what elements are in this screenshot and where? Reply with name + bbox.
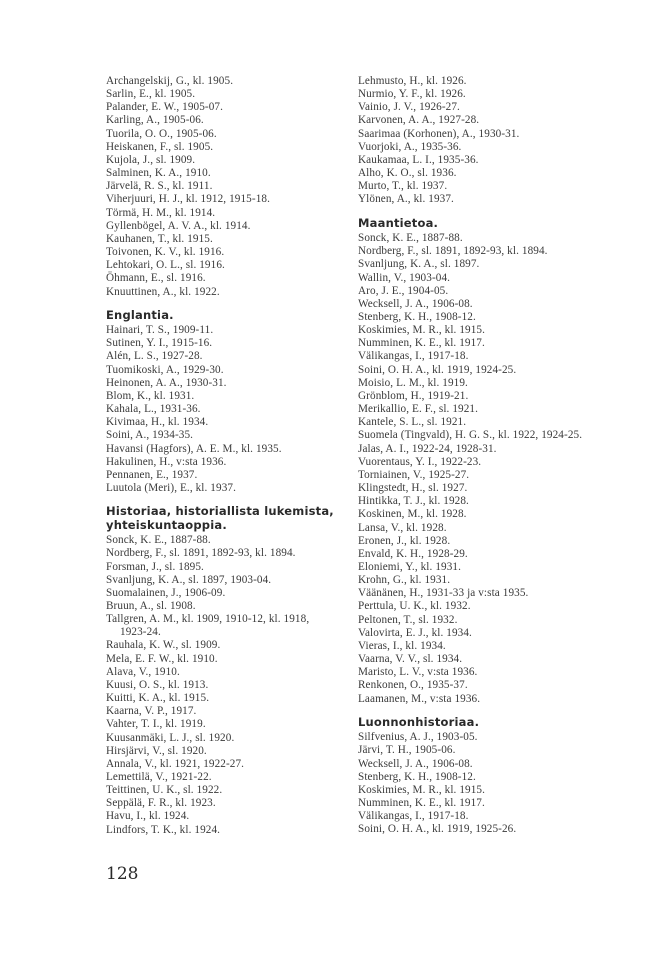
list-entry: Tallgren, A. M., kl. 1909, 1910-12, kl. 1918, <box>106 613 310 626</box>
list-entry: Vainio, J. V., 1926-27. <box>358 101 460 114</box>
list-entry: Koskimies, M. R., kl. 1915. <box>358 783 486 796</box>
list-entry: Seppälä, F. R., kl. 1923. <box>106 797 216 810</box>
list-entry: Valovirta, E. J., kl. 1934. <box>358 626 472 639</box>
list-entry: Väänänen, H., 1931-33 ja v:sta 1935. <box>358 587 529 600</box>
list-entry: Stenberg, K. H., 1908-12. <box>358 311 476 323</box>
list-entry: Tuomikoski, A., 1929-30. <box>106 363 224 376</box>
list-entry: Luutola (Meri), E., kl. 1937. <box>106 482 236 495</box>
list-entry: Vieras, I., kl. 1934. <box>358 639 446 652</box>
list-entry: Teittinen, U. K., sl. 1922. <box>106 784 223 797</box>
list-entry: Lehtokari, O. L., sl. 1916. <box>106 259 225 272</box>
list-entry: Svanljung, K. A., sl. 1897, 1903-04. <box>106 573 272 586</box>
list-entry: Palander, E. W., 1905-07. <box>106 101 224 114</box>
list-entry: Lehmusto, H., kl. 1926. <box>358 75 467 87</box>
list-entry: Hainari, T. S., 1909-11. <box>106 324 214 337</box>
list-entry: Kujola, J., sl. 1909. <box>106 153 196 166</box>
list-entry: Gyllenbögel, A. V. A., kl. 1914. <box>106 219 251 232</box>
list-entry: Kuusanmäki, L. J., sl. 1920. <box>106 731 235 744</box>
section-heading: Maantietoa. <box>358 215 439 230</box>
list-entry: Kuusi, O. S., kl. 1913. <box>106 678 209 691</box>
list-entry: Toivonen, K. V., kl. 1916. <box>106 246 225 259</box>
list-entry: Havu, I., kl. 1924. <box>106 810 190 823</box>
list-entry: Klingstedt, H., sl. 1927. <box>358 482 468 495</box>
list-entry: Hirsjärvi, V., sl. 1920. <box>106 744 207 757</box>
list-entry: Kauhanen, T., kl. 1915. <box>106 232 213 245</box>
list-entry: Hakulinen, H., v:sta 1936. <box>106 455 227 468</box>
list-entry: Vaarna, V. V., sl. 1934. <box>358 653 463 666</box>
list-entry: Sonck, K. E., 1887-88. <box>358 232 463 245</box>
list-entry: Ylönen, A., kl. 1937. <box>358 193 454 206</box>
list-entry: Forsman, J., sl. 1895. <box>106 560 204 573</box>
list-entry: Wecksell, J. A., 1906-08. <box>358 297 473 310</box>
section-heading: Luonnonhistoriaa. <box>358 714 480 729</box>
list-entry: Wallin, V., 1903-04. <box>358 271 451 284</box>
list-entry: Rauhala, K. W., sl. 1909. <box>106 639 221 652</box>
list-entry: Lansa, V., kl. 1928. <box>358 521 447 534</box>
list-entry: Jalas, A. I., 1922-24, 1928-31. <box>358 442 497 455</box>
list-entry: Heiskanen, F., sl. 1905. <box>106 140 214 153</box>
list-entry: Sonck, K. E., 1887-88. <box>106 534 211 547</box>
list-entry: Silfvenius, A. J., 1903-05. <box>358 731 478 744</box>
section-heading: Englantia. <box>106 307 174 322</box>
list-entry: Kantele, S. L., sl. 1921. <box>358 416 467 429</box>
right-column <box>358 75 608 836</box>
list-entry: Nurmio, Y. F., kl. 1926. <box>358 88 466 101</box>
list-entry: Archangelskij, G., kl. 1905. <box>106 75 234 87</box>
list-entry: Murto, T., kl. 1937. <box>358 180 448 193</box>
list-entry: Järvi, T. H., 1905-06. <box>358 744 456 757</box>
entry-continuation: 1923-24. <box>120 626 161 639</box>
list-entry: Välikangas, I., 1917-18. <box>358 350 469 363</box>
list-entry: Annala, V., kl. 1921, 1922-27. <box>106 757 245 770</box>
list-entry: Kahala, L., 1931-36. <box>106 403 201 416</box>
page-number: 128 <box>106 864 139 884</box>
list-entry: Alho, K. O., sl. 1936. <box>358 167 457 180</box>
list-entry: Saarimaa (Korhonen), A., 1930-31. <box>358 127 520 140</box>
list-entry: Alava, V., 1910. <box>106 665 180 678</box>
list-entry: Karling, A., 1905-06. <box>106 114 204 127</box>
list-entry: Soini, O. H. A., kl. 1919, 1924-25. <box>358 363 517 376</box>
list-entry: Koskinen, M., kl. 1928. <box>358 508 467 521</box>
list-entry: Merikallio, E. F., sl. 1921. <box>358 403 478 416</box>
list-entry: Hintikka, T. J., kl. 1928. <box>358 495 469 508</box>
list-entry: Eloniemi, Y., kl. 1931. <box>358 560 461 573</box>
list-entry: Aro, J. E., 1904-05. <box>358 284 449 297</box>
list-entry: Viherjuuri, H. J., kl. 1912, 1915-18. <box>106 193 270 206</box>
list-entry: Soini, O. H. A., kl. 1919, 1925-26. <box>358 823 517 836</box>
left-column <box>106 75 346 837</box>
list-entry: Pennanen, E., 1937. <box>106 468 198 481</box>
list-entry: Alén, L. S., 1927-28. <box>106 350 203 363</box>
list-entry: Havansi (Hagfors), A. E. M., kl. 1935. <box>106 442 282 455</box>
list-entry: Knuuttinen, A., kl. 1922. <box>106 285 220 298</box>
list-entry: Salminen, K. A., 1910. <box>106 167 211 180</box>
list-entry: Wecksell, J. A., 1906-08. <box>358 757 473 770</box>
list-entry: Tuorila, O. O., 1905-06. <box>106 127 217 140</box>
list-entry: Torniainen, V., 1925-27. <box>358 468 470 481</box>
list-entry: Maristo, L. V., v:sta 1936. <box>358 666 478 679</box>
list-entry: Lindfors, T. K., kl. 1924. <box>106 823 221 836</box>
list-entry: Järvelä, R. S., kl. 1911. <box>106 180 213 193</box>
list-entry: Lemettilä, V., 1921-22. <box>106 771 212 783</box>
list-entry: Numminen, K. E., kl. 1917. <box>358 337 485 350</box>
list-entry: Kaukamaa, L. I., 1935-36. <box>358 153 479 166</box>
list-entry: Sarlin, E., kl. 1905. <box>106 88 196 101</box>
list-entry: Nordberg, F., sl. 1891, 1892-93, kl. 1894. <box>358 245 548 258</box>
list-entry: Grönblom, H., 1919-21. <box>358 389 469 402</box>
list-entry: Koskimies, M. R., kl. 1915. <box>358 324 486 337</box>
list-entry: Numminen, K. E., kl. 1917. <box>358 796 485 809</box>
list-entry: Törmä, H. M., kl. 1914. <box>106 206 216 219</box>
list-entry: Svanljung, K. A., sl. 1897. <box>358 258 480 271</box>
list-entry: Krohn, G., kl. 1931. <box>358 574 451 587</box>
list-entry: Renkonen, O., 1935-37. <box>358 679 468 692</box>
section-heading: Historiaa, historiallista lukemista, yhteiskuntaoppia. <box>106 504 334 532</box>
list-entry: Suomela (Tingvald), H. G. S., kl. 1922, 1924-25. <box>358 429 583 442</box>
list-entry: Nordberg, F., sl. 1891, 1892-93, kl. 1894. <box>106 547 296 560</box>
list-entry: Suomalainen, J., 1906-09. <box>106 586 226 599</box>
list-entry: Heinonen, A. A., 1930-31. <box>106 376 227 389</box>
list-entry: Perttula, U. K., kl. 1932. <box>358 600 471 613</box>
list-entry: Envald, K. H., 1928-29. <box>358 547 468 560</box>
list-entry: Vuorjoki, A., 1935-36. <box>358 140 462 153</box>
list-entry: Kaarna, V. P., 1917. <box>106 705 197 718</box>
list-entry: Blom, K., kl. 1931. <box>106 389 195 402</box>
list-entry: Vahter, T. I., kl. 1919. <box>106 718 206 731</box>
list-entry: Soini, A., 1934-35. <box>106 429 194 442</box>
list-entry: Kuitti, K. A., kl. 1915. <box>106 692 210 705</box>
list-entry: Moisio, L. M., kl. 1919. <box>358 376 468 389</box>
list-entry: Sutinen, Y. I., 1915-16. <box>106 337 213 350</box>
list-entry: Bruun, A., sl. 1908. <box>106 599 196 612</box>
list-entry: Kivimaa, H., kl. 1934. <box>106 416 209 429</box>
list-entry: Karvonen, A. A., 1927-28. <box>358 114 480 127</box>
list-entry: Peltonen, T., sl. 1932. <box>358 613 458 626</box>
list-entry: Välikangas, I., 1917-18. <box>358 810 469 823</box>
list-entry: Öhmann, E., sl. 1916. <box>106 272 206 285</box>
list-entry: Laamanen, M., v:sta 1936. <box>358 692 481 705</box>
list-entry: Eronen, J., kl. 1928. <box>358 534 451 547</box>
list-entry: Vuorentaus, Y. I., 1922-23. <box>358 455 482 468</box>
list-entry: Mela, E. F. W., kl. 1910. <box>106 652 218 665</box>
list-entry: Stenberg, K. H., 1908-12. <box>358 770 476 783</box>
